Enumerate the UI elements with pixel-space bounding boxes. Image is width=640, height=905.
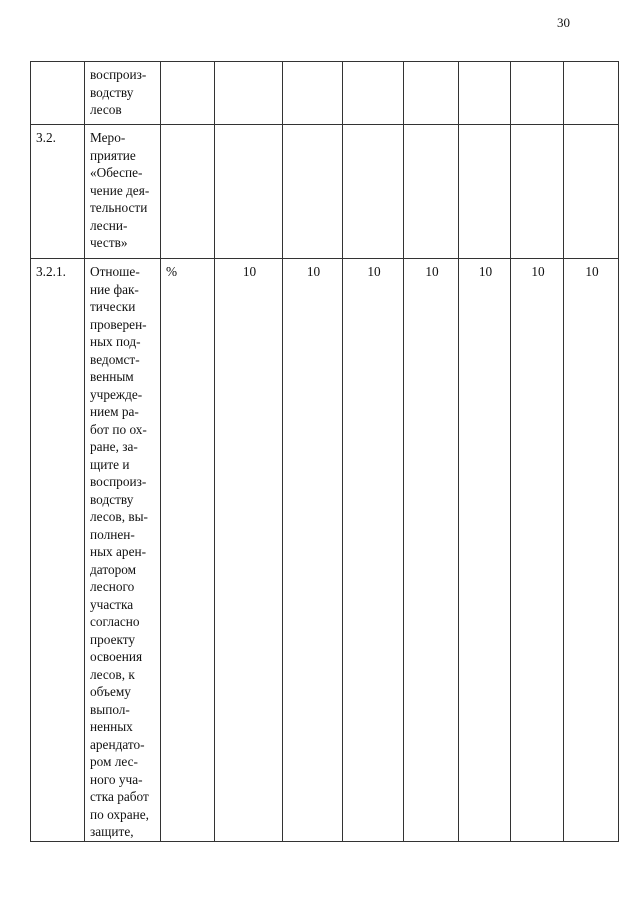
row-value xyxy=(564,125,619,259)
row-code: 3.2. xyxy=(31,125,85,259)
table-row xyxy=(31,259,619,842)
description-line: учрежде- xyxy=(90,386,143,402)
table-row xyxy=(31,125,619,259)
description-line: ных под- xyxy=(90,334,141,349)
row-value xyxy=(459,125,511,259)
description-line: выпол- xyxy=(90,701,130,717)
description-line: по охране, xyxy=(90,806,149,822)
description-line: лесни- xyxy=(90,217,128,233)
row-value xyxy=(343,125,404,259)
description-line: ного уча- xyxy=(90,771,143,787)
description-line: бот по ох- xyxy=(90,421,147,437)
description-line: нием ра- xyxy=(90,404,139,419)
description-line: воспроиз- xyxy=(90,67,147,82)
table-row xyxy=(31,62,619,125)
description-line: Меро- xyxy=(90,130,126,145)
description-line: ных арен- xyxy=(90,544,147,559)
indicator-table xyxy=(30,61,619,842)
row-code: 3.2.1. xyxy=(31,259,85,842)
row-unit xyxy=(161,62,215,125)
row-value: 10 xyxy=(343,259,404,842)
description-line: проверен- xyxy=(90,316,147,332)
description-line: чение дея- xyxy=(90,182,150,198)
description-line: освоения xyxy=(90,649,143,664)
row-value: 10 xyxy=(283,259,343,842)
description-line: датором xyxy=(90,561,137,577)
row-unit: % xyxy=(161,259,215,842)
row-value xyxy=(404,125,459,259)
description-line: венным xyxy=(90,369,134,384)
description-line: ром лес- xyxy=(90,754,138,769)
description-line: ране, за- xyxy=(90,439,138,454)
description-line: арендато- xyxy=(90,736,145,752)
description-line: стка работ xyxy=(90,789,149,804)
description-line: Отноше- xyxy=(90,264,140,279)
description-line: честв» xyxy=(90,235,128,250)
row-description xyxy=(85,125,161,259)
description-line: лесов xyxy=(90,102,122,117)
description-line: защите, xyxy=(90,824,134,839)
description-line: согласно xyxy=(90,614,140,629)
description-line: приятие xyxy=(90,147,136,163)
row-value xyxy=(343,62,404,125)
row-value: 10 xyxy=(404,259,459,842)
row-value xyxy=(283,62,343,125)
description-line: «Обеспе- xyxy=(90,165,143,180)
description-line: тически xyxy=(90,299,136,314)
description-line: проекту xyxy=(90,631,136,647)
description-line: лесов, к xyxy=(90,666,135,682)
row-description xyxy=(85,62,161,125)
row-value xyxy=(283,125,343,259)
description-line: ведомст- xyxy=(90,351,140,367)
description-line: участка xyxy=(90,596,134,612)
description-line: лесного xyxy=(90,579,135,594)
row-value: 10 xyxy=(564,259,619,842)
row-description xyxy=(85,259,161,842)
row-value xyxy=(215,62,283,125)
row-value: 10 xyxy=(459,259,511,842)
row-value xyxy=(564,62,619,125)
row-code xyxy=(31,62,85,125)
row-value xyxy=(215,125,283,259)
description-line: полнен- xyxy=(90,526,135,542)
description-line: воспроиз- xyxy=(90,474,147,489)
description-line: тельности xyxy=(90,200,148,215)
description-line: ненных xyxy=(90,719,133,734)
row-unit xyxy=(161,125,215,259)
description-line: ние фак- xyxy=(90,281,139,297)
row-value: 10 xyxy=(215,259,283,842)
description-line: щите и xyxy=(90,456,130,472)
row-value xyxy=(511,62,564,125)
row-value xyxy=(404,62,459,125)
row-value xyxy=(459,62,511,125)
description-line: объему xyxy=(90,684,131,699)
description-line: водству xyxy=(90,84,134,100)
row-value xyxy=(511,125,564,259)
row-value: 10 xyxy=(511,259,564,842)
description-line: лесов, вы- xyxy=(90,509,148,524)
description-line: водству xyxy=(90,491,134,507)
page-number: 30 xyxy=(557,15,570,30)
